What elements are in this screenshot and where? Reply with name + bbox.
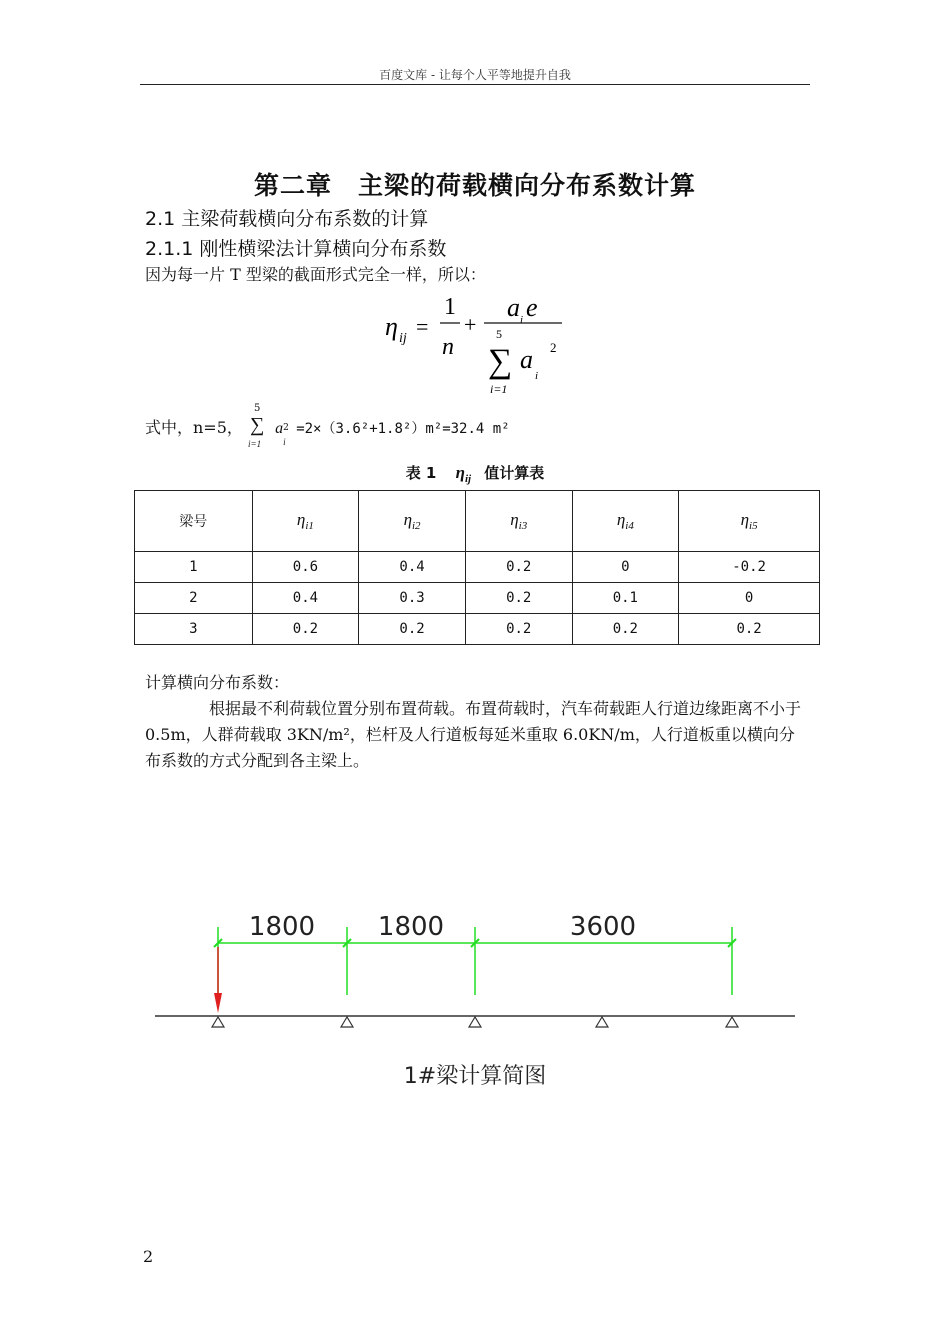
formula-sum-sign: ∑: [488, 343, 513, 380]
beam-diagram: [150, 905, 800, 1105]
table-cell: 0: [572, 552, 679, 583]
diagram-caption: 1#梁计算简图: [403, 1064, 547, 1089]
where-var-sup: 2: [283, 423, 289, 433]
eta-subscript: i4: [625, 520, 634, 532]
table-caption-eta-sub: ij: [464, 473, 472, 485]
table-header-eta3: [465, 491, 572, 552]
page-number: 2: [143, 1247, 154, 1266]
formula-num2-tail: e: [526, 293, 538, 322]
where-expr: =2×（3.6²+1.8²）m²=32.4 m²: [296, 421, 510, 437]
header-rule: [140, 84, 810, 85]
formula-plus: +: [464, 312, 477, 337]
table-cell: 0.2: [465, 614, 572, 645]
table-header-eta4: [572, 491, 679, 552]
table-cell: 0: [679, 583, 820, 614]
formula-den2: a: [520, 345, 533, 374]
formula-sum-top: 5: [496, 327, 502, 341]
table-cell: 0.2: [465, 552, 572, 583]
where-prefix: 式中，n=5，: [145, 418, 243, 437]
support-icon: [212, 1017, 224, 1027]
table-header-eta2: [359, 491, 466, 552]
table-cell: 0.2: [465, 583, 572, 614]
formula-num2-sub: i: [520, 314, 524, 326]
table-caption-prefix: 表 1: [405, 464, 437, 482]
table-cell: 0.4: [359, 552, 466, 583]
table-cell: 0.2: [359, 614, 466, 645]
table-cell: -0.2: [679, 552, 820, 583]
support-icon: [341, 1017, 353, 1027]
formula-sum-bottom: i=1: [490, 382, 508, 396]
where-line: [145, 403, 510, 449]
table-cell: 0.6: [252, 552, 359, 583]
eta-table: [134, 490, 820, 645]
formula-den2-sup: 2: [550, 340, 557, 355]
eta-symbol: η: [616, 510, 626, 529]
para-title: 计算横向分布系数：: [145, 673, 290, 692]
table-header-eta1: [252, 491, 359, 552]
table-cell: 0.2: [572, 614, 679, 645]
table-cell: 0.4: [252, 583, 359, 614]
subsection-title: 2.1.1 刚性横梁法计算横向分布系数: [145, 238, 447, 260]
dimension-label-2: 1800: [377, 912, 445, 942]
eta-subscript: i2: [412, 520, 421, 532]
formula-lhs-sub: ij: [399, 331, 407, 346]
table-cell: 0.3: [359, 583, 466, 614]
dimension-label-3: 3600: [569, 912, 637, 942]
eta-subscript: i5: [749, 520, 758, 532]
where-sum-bottom: i=1: [248, 439, 262, 449]
where-sum-top: 5: [254, 403, 261, 414]
formula-equals: =: [416, 314, 429, 339]
table-header-eta5: [679, 491, 820, 552]
table-header-row: [135, 491, 820, 552]
eta-subscript: i3: [518, 520, 528, 532]
table-row: [135, 583, 820, 614]
table-caption-suffix: 值计算表: [484, 464, 545, 482]
support-icon: [596, 1017, 608, 1027]
table-caption-eta: η: [455, 463, 465, 482]
formula-den2-sub: i: [535, 370, 539, 382]
eta-symbol: η: [740, 510, 750, 529]
table-cell: 1: [135, 552, 253, 583]
table-row: [135, 552, 820, 583]
chapter-title: 第二章 主梁的荷载横向分布系数计算: [253, 171, 696, 200]
formula-num1: 1: [444, 294, 456, 320]
eta-subscript: i1: [305, 520, 314, 532]
formula-den1: n: [442, 334, 454, 360]
load-arrow-icon: [214, 993, 222, 1013]
table-cell: 0.2: [252, 614, 359, 645]
table-cell: 0.2: [679, 614, 820, 645]
eta-formula: [380, 290, 580, 400]
where-sum: [248, 403, 270, 449]
eta-symbol: η: [296, 510, 306, 529]
table-cell: 0.1: [572, 583, 679, 614]
eta-symbol: η: [510, 510, 519, 529]
support-icon: [469, 1017, 481, 1027]
support-icon: [726, 1017, 738, 1027]
dimension-label-1: 1800: [248, 912, 316, 942]
section-title: 2.1 主梁荷载横向分布系数的计算: [145, 208, 429, 230]
where-sum-sign: ∑: [250, 414, 265, 436]
formula-lhs: η: [385, 312, 398, 341]
para-body: 根据最不利荷载位置分别布置荷载。布置荷载时，汽车荷载距人行道边缘距离不小于 0.5m，人群荷载取 3KN/m²，栏杆及人行道板每延米重取 6.0KN/m，人行道板重以横向分布系数的方式分配到各主梁上。: [145, 699, 802, 770]
table-caption: [0, 462, 950, 485]
eta-symbol: η: [403, 510, 412, 529]
intro-text: 因为每一片 T 型梁的截面形式完全一样，所以：: [145, 265, 486, 284]
table-cell: 3: [135, 614, 253, 645]
where-var-sub: i: [283, 437, 286, 447]
table-row: [135, 614, 820, 645]
table-header-beam: 梁号: [135, 491, 253, 552]
formula-num2: a: [507, 293, 520, 322]
page-header: 百度文库 - 让每个人平等地提升自我: [379, 68, 571, 82]
where-var: a: [275, 420, 284, 437]
table-cell: 2: [135, 583, 253, 614]
